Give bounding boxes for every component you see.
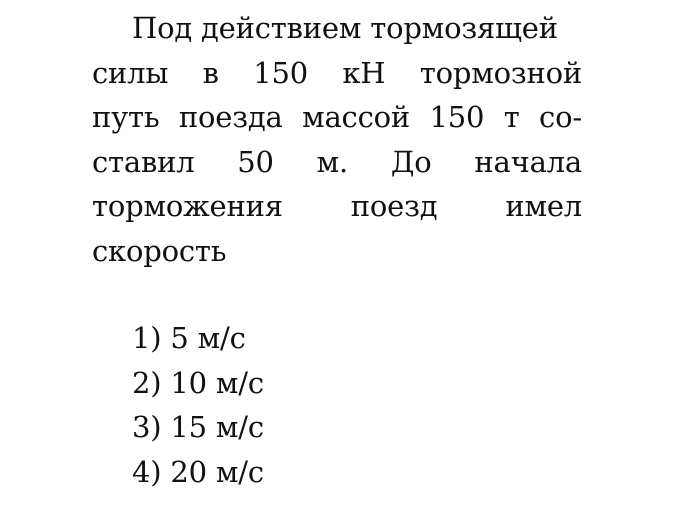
word: т [503,100,520,134]
problem-line-5 [92,184,582,229]
problem-line-2 [92,51,582,96]
word: поезда [178,100,283,134]
answer-option-2: 2) 10 м/с [132,365,264,400]
word: Под действием тормозящей [132,11,558,45]
word: 150 [429,100,485,134]
problem-line-4 [92,140,582,185]
word: До [390,144,432,179]
problem-line-1 [92,6,582,51]
problem-line-6 [92,229,582,274]
word: имел [505,189,582,223]
word: со- [539,100,582,134]
word: путь [92,100,160,134]
word: в [202,55,219,90]
word: скорость [92,233,227,268]
word: массой [302,100,411,134]
word: кН [342,55,386,90]
word: торможения [92,189,283,223]
answer-option-1: 1) 5 м/с [132,321,246,355]
answer-option-3: 3) 15 м/с [132,410,264,444]
word: м. [316,144,349,179]
word: поезд [350,189,438,223]
word: тормозной [419,55,582,90]
answer-options [132,316,264,494]
word: 150 [253,55,308,90]
word: ставил [92,144,195,179]
problem-line-3 [92,95,582,140]
problem-text [92,6,582,273]
word: начала [474,144,582,179]
word: силы [92,55,169,90]
answer-option-4: 4) 20 м/с [132,454,264,489]
word: 50 [237,144,274,179]
